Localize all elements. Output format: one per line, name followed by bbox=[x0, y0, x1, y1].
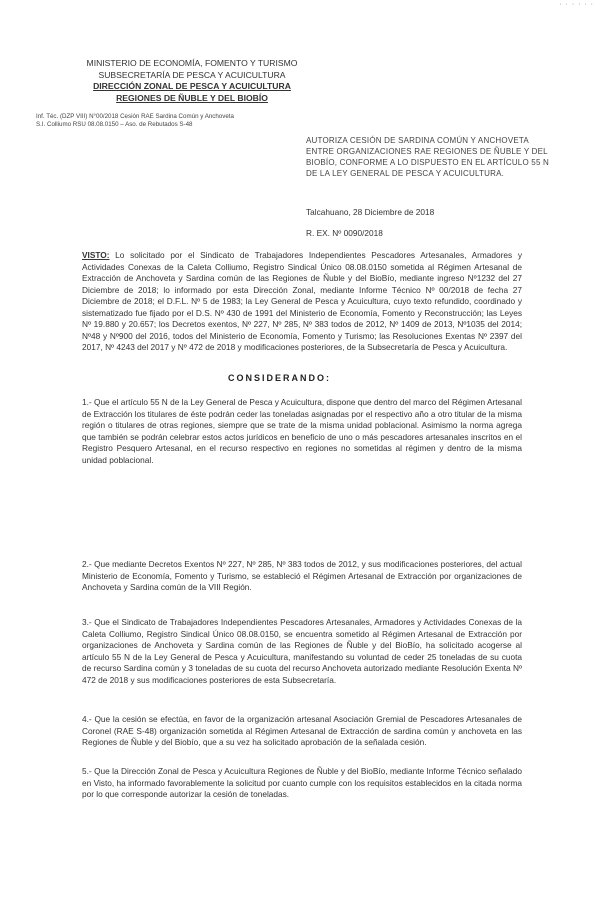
regiones-name: REGIONES DE ÑUBLE Y DEL BIOBÍO bbox=[116, 92, 268, 103]
subsecretaria-name: SUBSECRETARÍA DE PESCA Y ACUICULTURA bbox=[98, 69, 286, 80]
considerando-3: 3.- Que el Sindicato de Trabajadores Independientes Pescadores Artesanales, Armadores y Actividades Conexas de la Caleta Colliumo, Registro Sindical Único 08.08.0150, se encuentra sometido al Régimen Artesanal de Extracción por organizaciones de Anchoveta y Sardina común de las Regiones de Ñuble y del BioBío, ha solicitado acogerse al artículo 55 N de la Ley General de Pesca y Acuicultura, manifestando su voluntad de ceder 25 toneladas de su cuota de recurso Sardina común y 3 toneladas de su cuota del recurso Anchoveta autorizado mediante Resolución Exenta Nº 472 de 2018 y sus modificaciones posteriores de esta Subsecretaría. bbox=[82, 617, 522, 685]
considerando-heading: CONSIDERANDO: bbox=[228, 373, 332, 383]
visto-lead: VISTO: bbox=[82, 250, 110, 260]
place-date: Talcahuano, 28 Diciembre de 2018 bbox=[306, 207, 435, 217]
considerando-2: 2.- Que mediante Decretos Exentos Nº 227, Nº 285, Nº 383 todos de 2012, y sus modificaciones posteriores, del actual Ministerio de Economía, Fomento y Turismo, se estableció el Régimen Artesanal de Extracción por organizaciones de Anchoveta y Sardina común de la VIII Región. bbox=[82, 559, 522, 592]
reference-line-1: Inf. Téc. (DZP VIII) N°00/2018 Cesión RAE Sardina Común y Anchoveta bbox=[36, 113, 234, 120]
corner-mark: · · · · · · bbox=[559, 1, 594, 8]
considerando-5: 5.- Que la Dirección Zonal de Pesca y Acuicultura Regiones de Ñuble y del BioBío, mediante Informe Técnico señalado en Visto, ha informado favorablemente la solicitud por cuanto cumple con los requisitos establecidos en la citada norma por lo que corresponde autorizar la cesión de toneladas. bbox=[82, 766, 522, 799]
reference-block bbox=[36, 113, 234, 130]
visto-paragraph bbox=[82, 250, 522, 354]
reference-line-2: S.I. Colliumo RSU 08.08.0150 – Aso. de Rebutados S-48 bbox=[36, 121, 193, 129]
exempt-resolution-number: R. EX. Nº 0090/2018 bbox=[306, 228, 383, 238]
direccion-zonal-name: DIRECCIÓN ZONAL DE PESCA Y ACUICULTURA bbox=[93, 81, 291, 91]
considerando-1: 1.- Que el artículo 55 N de la Ley General de Pesca y Acuicultura, dispone que dentro del marco del Régimen Artesanal de Extracción los titulares de éste podrán ceder las toneladas asignadas por el respectivo año a otro titular de la misma región o titulares de otras regiones, siempre que se trate de la misma unidad poblacional. Asimismo la norma agrega que también se podrán celebrar estos actos jurídicos en beneficio de uno o más pescadores artesanales inscritos en el Registro Pesquero Artesanal, en el recurso respectivo en regiones no sometidas al régimen y dentro de la misma unidad poblacional. bbox=[82, 397, 522, 465]
ministry-name: MINISTERIO DE ECONOMÍA, FOMENTO Y TURISMO bbox=[86, 58, 298, 68]
letterhead bbox=[62, 58, 322, 104]
resolution-subject: AUTORIZA CESIÓN DE SARDINA COMÚN Y ANCHOVETA ENTRE ORGANIZACIONES RAE REGIONES DE ÑUBLE Y DEL BIOBÍO, CONFORME A LO DISPUESTO EN EL ARTÍCULO 55 N DE LA LEY GENERAL DE PESCA Y ACUICULTURA. bbox=[306, 136, 550, 178]
visto-text: Lo solicitado por el Sindicato de Trabajadores Independientes Pescadores Artesanales, Armadores y Actividades Conexas de la Caleta Colliumo, Registro Sindical Único 08.08.0150 sometida al Régimen Artesanal de Extracción de Anchoveta y Sardina común de las Regiones de Ñuble y del BioBío, mediante ingreso Nº1232 del 27 Diciembre de 2018; lo informado por esta Dirección Zonal, mediante Informe Técnico Nº 00/2018 de fecha 27 Diciembre de 2018; el D.F.L. Nº 5 de 1983; la Ley General de Pesca y Acuicultura, cuyo texto refundido, coordinado y sistematizado fue fijado por el D.S. Nº 430 de 1991 del Ministerio de Economía, Fomento y Reconstrucción; las Leyes Nº 19.880 y 20.657; los Decretos exentos, Nº 227, Nº 285, Nº 383 todos de 2012, Nº 1409 de 2013, Nº1035 del 2014; Nº48 y Nº900 del 2016, todos del Ministerio de Economía, Fomento y Turismo; las Resoluciones Exentas Nº 2397 del 2017, Nº 4243 del 2017 y Nº 472 de 2018 y modificaciones posteriores, de la Subsecretaría de Pesca y Acuicultura. bbox=[82, 250, 522, 352]
considerando-4: 4.- Que la cesión se efectúa, en favor de la organización artesanal Asociación Gremial de Pescadores Artesanales de Coronel (RAE S-48) organización sometida al Régimen Artesanal de Extracción de sardina común y anchoveta en las Regiones de Ñuble y del Biobío, que a su vez ha solicitado aprobación de la señalada cesión. bbox=[82, 714, 522, 747]
